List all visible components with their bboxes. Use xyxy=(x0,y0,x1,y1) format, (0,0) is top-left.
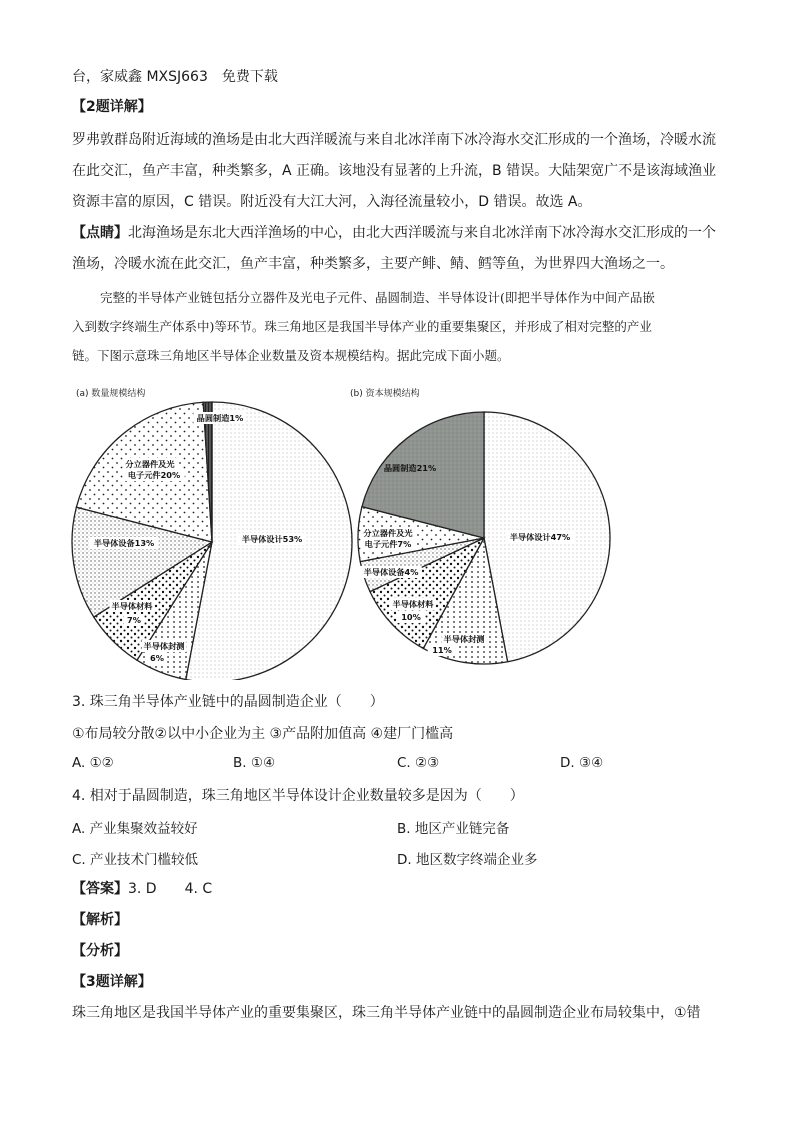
pie-chart-quantity xyxy=(70,380,370,680)
pie-label: 分立器件及光 xyxy=(363,528,413,538)
answer-text: 3. D 4. C xyxy=(128,881,213,897)
q4-option-c[interactable]: C. 产业技术门槛较低 xyxy=(72,852,199,868)
q3-option-b[interactable]: B. ①④ xyxy=(233,755,276,771)
q3-statements: ①布局较分散②以中小企业为主 ③产品附加值高 ④建厂门槛高 xyxy=(72,726,454,742)
pie-chart-capital xyxy=(344,380,624,680)
pie-label: 6% xyxy=(150,653,164,663)
pie-label: 半导体设备13% xyxy=(93,538,155,548)
pie-label: 电子元件20% xyxy=(127,470,181,480)
q3-stem: 3. 珠三角半导体产业链中的晶圆制造企业（ ） xyxy=(72,694,384,710)
pie-label: 半导体封测 xyxy=(143,641,185,651)
pie-label: 半导体设计47% xyxy=(509,532,571,542)
pie-label: 半导体设备4% xyxy=(363,567,419,577)
pie-label: 半导体设计53% xyxy=(241,534,303,544)
q2-detail-line-2: 在此交汇，鱼产丰富，种类繁多，A 正确。该地没有显著的上升流，B 错误。大陆架宽广不是该海域渔业 xyxy=(72,163,717,179)
q4-option-a[interactable]: A. 产业集聚效益较好 xyxy=(72,821,198,837)
pie-label: 半导体材料 xyxy=(111,601,153,611)
q2-detail-line-1: 罗弗敦群岛附近海域的渔场是由北大西洋暖流与来自北冰洋南下冰冷海水交汇形成的一个渔场，冷暖水流 xyxy=(72,132,716,148)
q3-detail-heading: 【3题详解】 xyxy=(72,974,152,990)
q3-option-c[interactable]: C. ②③ xyxy=(397,755,440,771)
pie-label: 电子元件7% xyxy=(364,539,412,549)
q2-detail-line-3: 资源丰富的原因，C 错误。附近没有大江大河，入海径流量较小，D 错误。故选 A。 xyxy=(72,194,592,210)
jiexi-heading: 【解析】 xyxy=(72,912,128,928)
top-line: 台，家威鑫 MXSJ663 免费下载 xyxy=(72,69,278,85)
passage-line-3: 链。下图示意珠三角地区半导体企业数量及资本规模结构。据此完成下面小题。 xyxy=(72,348,510,363)
pie-label: 半导体封测 xyxy=(443,634,485,644)
q3-option-d[interactable]: D. ③④ xyxy=(560,755,604,771)
q3-detail-line: 珠三角地区是我国半导体产业的重要集聚区，珠三角半导体产业链中的晶圆制造企业布局较集中，①错 xyxy=(72,1005,701,1021)
q4-option-b[interactable]: B. 地区产业链完备 xyxy=(397,821,510,837)
dianjing-label: 【点睛】 xyxy=(72,225,128,241)
q4-option-d[interactable]: D. 地区数字终端企业多 xyxy=(397,852,538,868)
passage-line-1: 完整的半导体产业链包括分立器件及光电子元件、晶圆制造、半导体设计(即把半导体作为中间产品嵌 xyxy=(100,290,655,305)
answer-label: 【答案】 xyxy=(72,881,128,897)
dianjing-line-1: 北海渔场是东北大西洋渔场的中心，由北大西洋暖流与来自北冰洋南下冰冷海水交汇形成的一个 xyxy=(128,225,716,241)
passage-line-2: 入到数字终端生产体系中)等环节。珠三角地区是我国半导体产业的重要集聚区，并形成了相对完整的产业 xyxy=(72,319,652,334)
dianjing-paragraph xyxy=(72,223,716,243)
pie-title: (b) 资本规模结构 xyxy=(350,389,420,399)
pie-label: 10% xyxy=(401,612,421,622)
q4-stem: 4. 相对于晶圆制造，珠三角地区半导体设计企业数量较多是因为（ ） xyxy=(72,788,524,804)
fenxi-heading: 【分析】 xyxy=(72,943,128,959)
pie-label: 7% xyxy=(127,615,141,625)
pie-label: 晶圆制造21% xyxy=(383,463,437,473)
q2-detail-heading: 【2题详解】 xyxy=(72,99,152,115)
pie-label: 分立器件及光 xyxy=(125,459,175,469)
dianjing-line-2: 渔场，冷暖水流在此交汇，鱼产丰富，种类繁多，主要产鲱、鲭、鳕等鱼，为世界四大渔场之一。 xyxy=(72,256,674,272)
pie-title: (a) 数量规模结构 xyxy=(76,389,146,399)
pie-label: 晶圆制造1% xyxy=(196,413,244,423)
pie-label: 半导体材料 xyxy=(392,599,434,609)
pie-label: 11% xyxy=(432,645,452,655)
q3-option-a[interactable]: A. ①② xyxy=(72,755,114,771)
answer-line xyxy=(72,879,212,899)
